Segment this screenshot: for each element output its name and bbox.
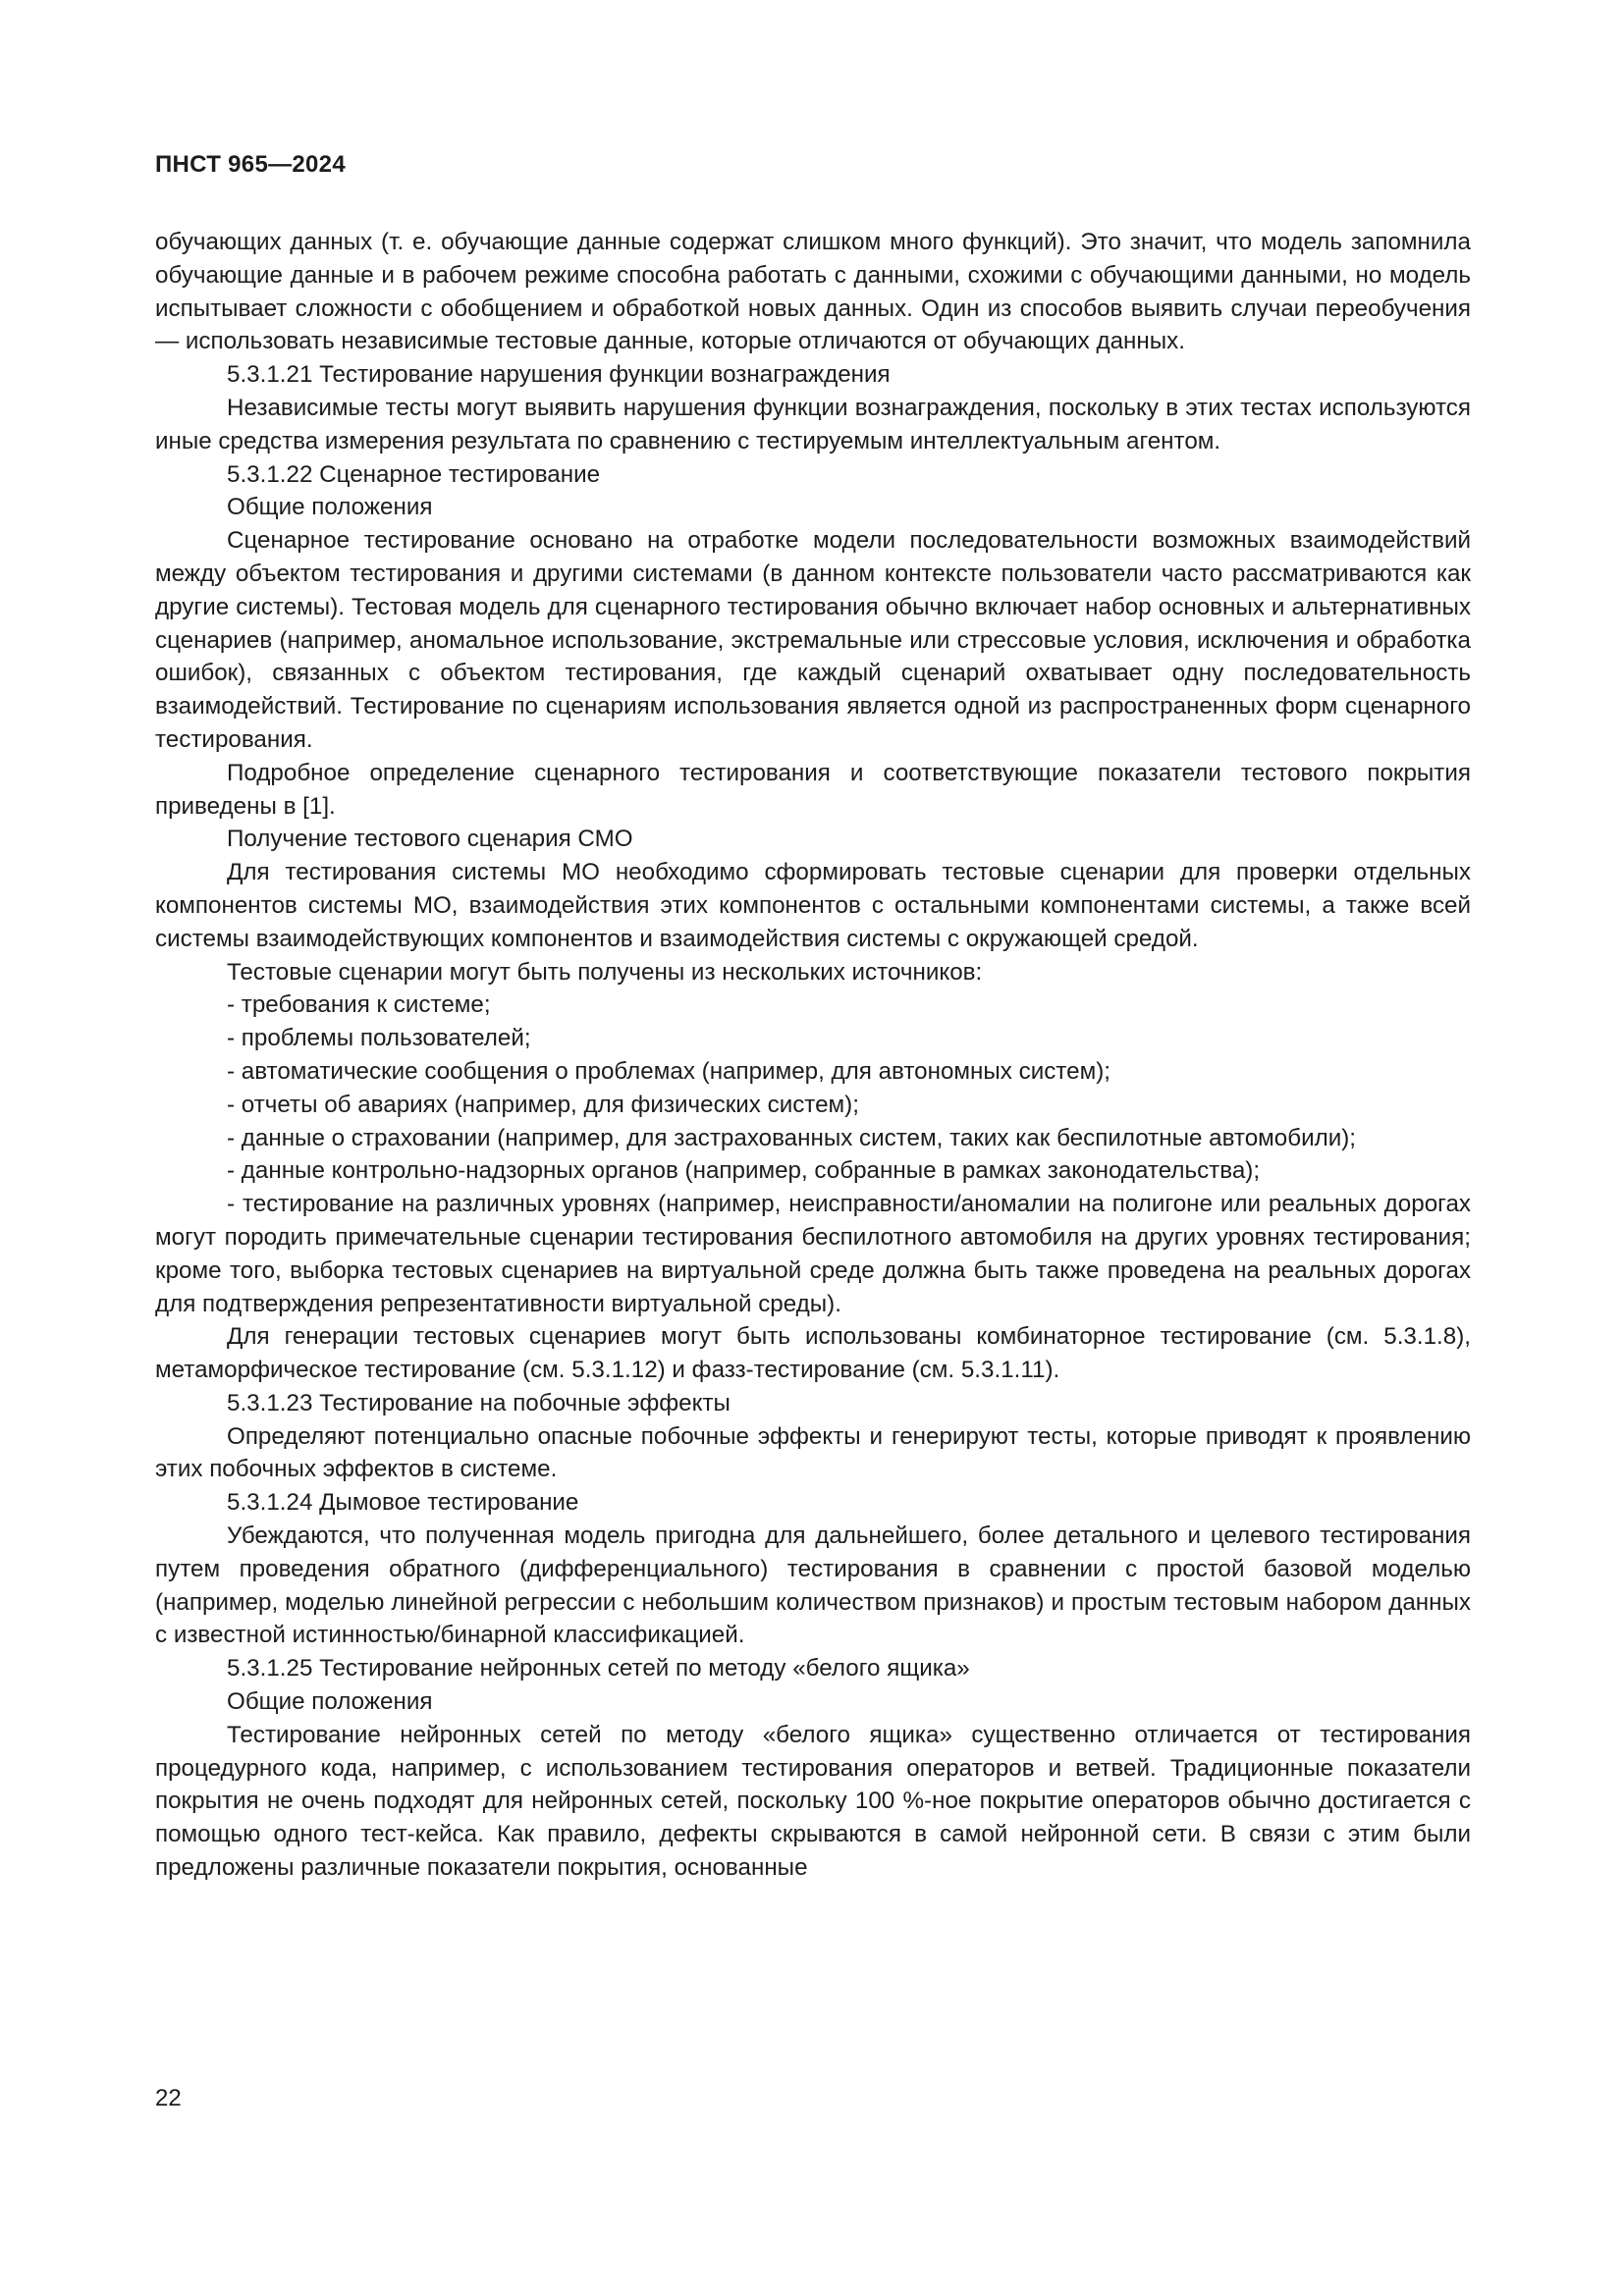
paragraph-ml-system-scenarios: Для тестирования системы МО необходимо сформировать тестовые сценарии для проверки отдельных компонентов системы МО, взаимодействия этих компонентов с остальными компонентами системы, а также всей системы взаимодействующих компонентов и взаимодействия системы с окружающей средой. xyxy=(155,859,1471,952)
list-item: - требования к системе; xyxy=(227,991,491,1019)
paragraph-smoke-testing: Убеждаются, что полученная модель пригодна для дальнейшего, более детального и целевого тестирования путем проведения обратного (дифференциального) тестирования в сравнении с простой базовой моделью (например, моделью линейной регрессии с небольшим количеством признаков) и простым тестовым набором данных с известной истинностью/бинарной классификацией. xyxy=(155,1522,1471,1649)
list-item: - тестирование на различных уровнях (например, неисправности/аномалии на полигоне или реальных дорогах могут породить примечательные сценарии тестирования беспилотного автомобиля на других уровнях тестирования; кроме того, выборка тестовых сценариев на виртуальной среде должна быть также проведена на реальных дорогах для подтверждения репрезентативности виртуальной среды). xyxy=(155,1191,1471,1317)
section-heading-5-3-1-21: 5.3.1.21 Тестирование нарушения функции вознаграждения xyxy=(227,361,891,389)
paragraph-white-box-nn: Тестирование нейронных сетей по методу «белого ящика» существенно отличается от тестирования процедурного кода, например, с использованием тестирования операторов и ветвей. Традиционные показатели покрытия не очень подходят для нейронных сетей, поскольку 100 %-ное покрытие операторов обычно достигается с помощью одного тест-кейса. Как правило, дефекты скрываются в самой нейронной сети. В связи с этим были предложены различные показатели покрытия, основанные xyxy=(155,1721,1471,1882)
list-item: - проблемы пользователей; xyxy=(227,1025,531,1052)
paragraph-scenario-generation: Для генерации тестовых сценариев могут быть использованы комбинаторное тестирование (см. 5.3.1.8), метаморфическое тестирование (см. 5.3.1.12) и фазз-тестирование (см. 5.3.1.11). xyxy=(155,1323,1471,1384)
list-item: - данные о страховании (например, для застрахованных систем, таких как беспилотные автомобили); xyxy=(227,1124,1357,1151)
section-heading-5-3-1-22: 5.3.1.22 Сценарное тестирование xyxy=(227,460,601,488)
paragraph-scenario-sources: Тестовые сценарии могут быть получены из нескольких источников: xyxy=(227,958,983,986)
paragraph-scenario-testing: Сценарное тестирование основано на отработке модели последовательности возможных взаимодействий между объектом тестирования и другими системами (в данном контексте пользователи часто рассматриваются как другие системы). Тестовая модель для сценарного тестирования обычно включает набор основных и альтернативных сценариев (например, аномальное использование, экстремальные или стрессовые условия, исключения и обработка ошибок), связанных с объектом тестирования, где каждый сценарий охватывает одну последовательность взаимодействий. Тестирование по сценариям использования является одной из распространенных форм сценарного тестирования. xyxy=(155,527,1471,753)
page-number: 22 xyxy=(155,2085,182,2111)
paragraph-side-effects: Определяют потенциально опасные побочные эффекты и генерируют тесты, которые приводят к проявлению этих побочных эффектов в системе. xyxy=(155,1422,1471,1483)
section-heading-5-3-1-23: 5.3.1.23 Тестирование на побочные эффекты xyxy=(227,1389,731,1416)
list-item: - автоматические сообщения о проблемах (например, для автономных систем); xyxy=(227,1057,1110,1085)
section-heading-5-3-1-24: 5.3.1.24 Дымовое тестирование xyxy=(227,1489,579,1517)
section-heading-5-3-1-25: 5.3.1.25 Тестирование нейронных сетей по методу «белого ящика» xyxy=(227,1655,970,1682)
document-code-header: ПНСТ 965—2024 xyxy=(155,151,346,178)
subheading-scenario-derivation: Получение тестового сценария СМО xyxy=(227,826,633,853)
subheading-general: Общие положения xyxy=(227,1688,433,1716)
paragraph-scenario-definition: Подробное определение сценарного тестирования и соответствующие показатели тестового покрытия приведены в [1]. xyxy=(155,759,1471,820)
paragraph-overfitting-continued: обучающих данных (т. е. обучающие данные содержат слишком много функций). Это значит, что модель запомнила обучающие данные и в рабочем режиме способна работать с данными, схожими с обучающими данными, но модель испытывает сложности с обобщением и обработкой новых данных. Один из способов выявить случаи переобучения — использовать независимые тестовые данные, которые отличаются от обучающих данных. xyxy=(155,229,1471,355)
list-item: - данные контрольно-надзорных органов (например, собранные в рамках законодательства); xyxy=(227,1157,1261,1185)
subheading-general: Общие положения xyxy=(227,494,433,521)
list-item: - отчеты об авариях (например, для физических систем); xyxy=(227,1091,859,1118)
paragraph-reward-function: Независимые тесты могут выявить нарушения функции вознаграждения, поскольку в этих тестах используются иные средства измерения результата по сравнению с тестируемым интеллектуальным агентом. xyxy=(155,394,1471,454)
page-body xyxy=(155,226,1471,1885)
